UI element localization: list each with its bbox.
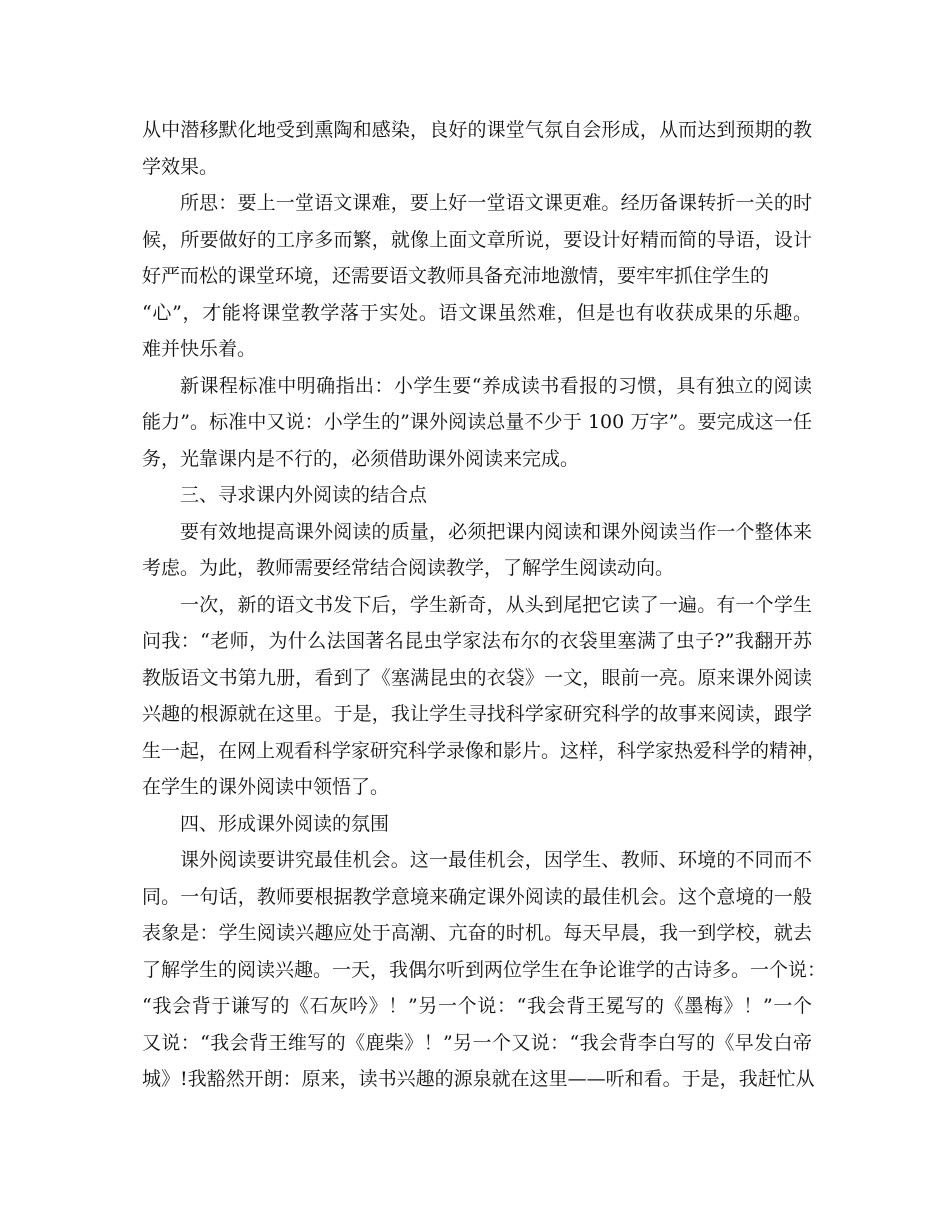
text-line: 又说：“我会背王维写的《鹿柴》！”另一个又说：“我会背李白写的《早发白帝 <box>142 1031 812 1054</box>
document-body <box>142 112 827 1098</box>
text-line: 从中潜移默化地受到熏陶和感染，良好的课堂气氛自会形成，从而达到预期的教 <box>142 119 812 141</box>
text-line: 考虑。为此，教师需要经常结合阅读教学，了解学生阅读动向。 <box>142 557 675 579</box>
text-line: “心”，才能将课堂教学落于实处。语文课虽然难，但是也有收获成果的乐趣。 <box>142 301 812 324</box>
text-line: 了解学生的阅读兴趣。一天，我偶尔听到两位学生在争论谁学的古诗多。一个说： <box>142 958 827 981</box>
text-line: 一次，新的语文书发下后，学生新奇，从头到尾把它读了一遍。有一个学生 <box>180 593 812 616</box>
text-line: 同。一句话，教师要根据教学意境来确定课外阅读的最佳机会。这个意境的一般 <box>142 885 812 908</box>
text-line: 兴趣的根源就在这里。于是，我让学生寻找科学家研究科学的故事来阅读，跟学 <box>142 703 812 725</box>
text-line: 务，光靠课内是不行的，必须借助课外阅读来完成。 <box>142 447 580 470</box>
text-line: 表象是：学生阅读兴趣应处于高潮、亢奋的时机。每天早晨，我一到学校，就去 <box>142 922 812 944</box>
text-line: 难并快乐着。 <box>142 338 257 360</box>
section-heading: 三、寻求课内外阅读的结合点 <box>180 484 428 506</box>
text-line: 教版语文书第九册，看到了《塞满昆虫的衣袋》一文，眼前一亮。原来课外阅读 <box>142 666 812 689</box>
text-line: 好严而松的课堂环境，还需要语文教师具备充沛地激情，要牢牢抓住学生的 <box>142 265 770 287</box>
text-line: 所思：要上一堂语文课难，要上好一堂语文课更难。经历备课转折一关的时 <box>180 192 812 214</box>
text-line: 学效果。 <box>142 155 219 178</box>
text-line: “我会背于谦写的《石灰吟》！”另一个说：“我会背王冕写的《墨梅》！”一个 <box>142 995 812 1017</box>
section-heading: 四、形成课外阅读的氛围 <box>180 812 390 835</box>
text-line: 在学生的课外阅读中领悟了。 <box>142 776 390 798</box>
text-line: 候，所要做好的工序多而繁，就像上面文章所说，要设计好精而简的导语，设计 <box>142 228 812 251</box>
text-line: 能力”。标准中又说：小学生的”课外阅读总量不少于 100 万字”。要完成这一任 <box>142 411 812 433</box>
text-line: 生一起，在网上观看科学家研究科学录像和影片。这样，科学家热爱科学的精神， <box>142 739 827 762</box>
text-line: 要有效地提高课外阅读的质量，必须把课内阅读和课外阅读当作一个整体来 <box>180 520 812 543</box>
text-line: 城》!我豁然开朗：原来，读书兴趣的源泉就在这里——听和看。于是，我赶忙从 <box>142 1068 815 1090</box>
text-line: 新课程标准中明确指出：小学生要“养成读书看报的习惯，具有独立的阅读 <box>180 374 812 397</box>
text-line: 问我：“老师，为什么法国著名昆虫学家法布尔的衣袋里塞满了虫子?”我翻开苏 <box>142 630 812 652</box>
text-line: 课外阅读要讲究最佳机会。这一最佳机会，因学生、教师、环境的不同而不 <box>180 849 812 871</box>
